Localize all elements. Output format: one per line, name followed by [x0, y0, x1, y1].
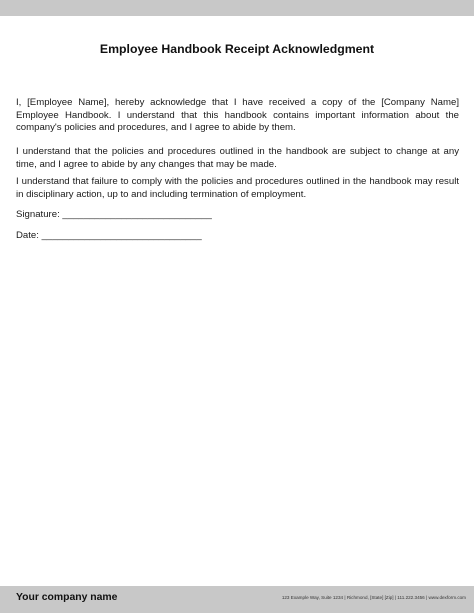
compliance-paragraph: I understand that failure to comply with the policies and procedures outlined in the handbook may result in disciplinary action, up to and including termination of employment. [16, 176, 459, 200]
signature-field[interactable]: Signature: ____________________________ [16, 209, 212, 220]
footer-company-name: Your company name [16, 592, 118, 603]
header-band [0, 0, 474, 16]
footer-band [0, 586, 474, 613]
acknowledgment-paragraph: I, [Employee Name], hereby acknowledge that I have received a copy of the [Company Name] Employee Handbook. I understand that this handbook contains important information about the company's policies and procedures, and I agree to abide by them. [16, 97, 459, 133]
date-field[interactable]: Date: ______________________________ [16, 230, 202, 241]
policy-change-paragraph: I understand that the policies and procedures outlined in the handbook are subject to change at any time, and I agree to abide by any changes that may be made. [16, 146, 459, 170]
footer-address: 123 Example Way, Suite 1234 | Richmond, [State] [Zip] | 111.222.3456 | www.dexform.com [281, 595, 466, 600]
page-title: Employee Handbook Receipt Acknowledgment [99, 42, 375, 56]
